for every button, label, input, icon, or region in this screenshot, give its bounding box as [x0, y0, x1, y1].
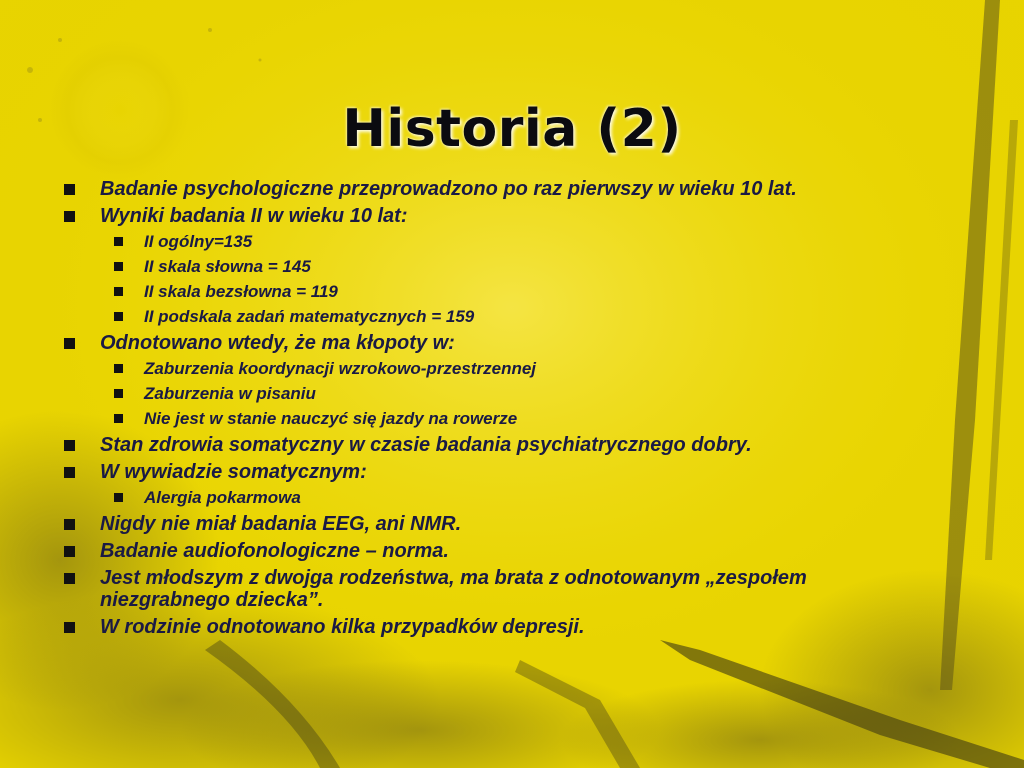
sub-list-item-text: II ogólny=135: [144, 232, 253, 251]
sub-list: [100, 358, 922, 429]
square-bullet-icon: [64, 546, 75, 557]
bullet-list: [62, 178, 922, 643]
list-item-text: Badanie psychologiczne przeprowadzono po raz pierwszy w wieku 10 lat.: [100, 178, 797, 200]
list-item: [62, 540, 922, 562]
slide-title: Historia (2): [342, 98, 682, 159]
list-item: [62, 205, 922, 327]
list-item: [62, 513, 922, 535]
list-item-text: Odnotowano wtedy, że ma kłopoty w:: [100, 332, 455, 354]
sub-list-item-text: II skala słowna = 145: [144, 257, 311, 276]
list-item-text: Wyniki badania II w wieku 10 lat:: [100, 205, 408, 227]
square-bullet-icon: [64, 338, 75, 349]
square-bullet-icon: [114, 312, 123, 321]
list-item: [62, 461, 922, 508]
list-item: [62, 567, 922, 611]
square-bullet-icon: [64, 519, 75, 530]
list-item: [62, 332, 922, 429]
list-item: [62, 434, 922, 456]
list-item: [62, 178, 922, 200]
list-item-text: W rodzinie odnotowano kilka przypadków depresji.: [100, 616, 585, 638]
square-bullet-icon: [114, 237, 123, 246]
list-item-text: Stan zdrowia somatyczny w czasie badania psychiatrycznego dobry.: [100, 434, 752, 456]
square-bullet-icon: [64, 622, 75, 633]
list-item-text: Nigdy nie miał badania EEG, ani NMR.: [100, 513, 462, 535]
sub-list-item-text: Alergia pokarmowa: [144, 488, 301, 507]
square-bullet-icon: [114, 493, 123, 502]
sub-list: [100, 487, 922, 508]
sub-list-item: [100, 358, 922, 379]
sub-list-item: [100, 281, 922, 302]
sub-list-item-text: II podskala zadań matematycznych = 159: [144, 307, 475, 326]
square-bullet-icon: [114, 262, 123, 271]
square-bullet-icon: [64, 211, 75, 222]
sub-list-item: [100, 383, 922, 404]
square-bullet-icon: [64, 573, 75, 584]
sub-list-item: [100, 408, 922, 429]
list-item-text: Badanie audiofonologiczne – norma.: [100, 540, 449, 562]
square-bullet-icon: [114, 414, 123, 423]
square-bullet-icon: [114, 389, 123, 398]
sub-list-item: [100, 487, 922, 508]
square-bullet-icon: [114, 364, 123, 373]
sub-list: [100, 231, 922, 327]
sub-list-item: [100, 231, 922, 252]
sub-list-item-text: Zaburzenia w pisaniu: [144, 384, 316, 403]
sub-list-item: [100, 306, 922, 327]
square-bullet-icon: [64, 440, 75, 451]
list-item: [62, 616, 922, 638]
sub-list-item-text: Nie jest w stanie nauczyć się jazdy na rowerze: [144, 409, 518, 428]
list-item-text: Jest młodszym z dwojga rodzeństwa, ma brata z odnotowanym „zespołem niezgrabnego dziecka”.: [100, 567, 807, 611]
square-bullet-icon: [64, 184, 75, 195]
sub-list-item-text: Zaburzenia koordynacji wzrokowo-przestrzennej: [144, 359, 537, 378]
square-bullet-icon: [114, 287, 123, 296]
square-bullet-icon: [64, 467, 75, 478]
list-item-text: W wywiadzie somatycznym:: [100, 461, 367, 483]
sub-list-item: [100, 256, 922, 277]
sub-list-item-text: II skala bezsłowna = 119: [144, 282, 338, 301]
